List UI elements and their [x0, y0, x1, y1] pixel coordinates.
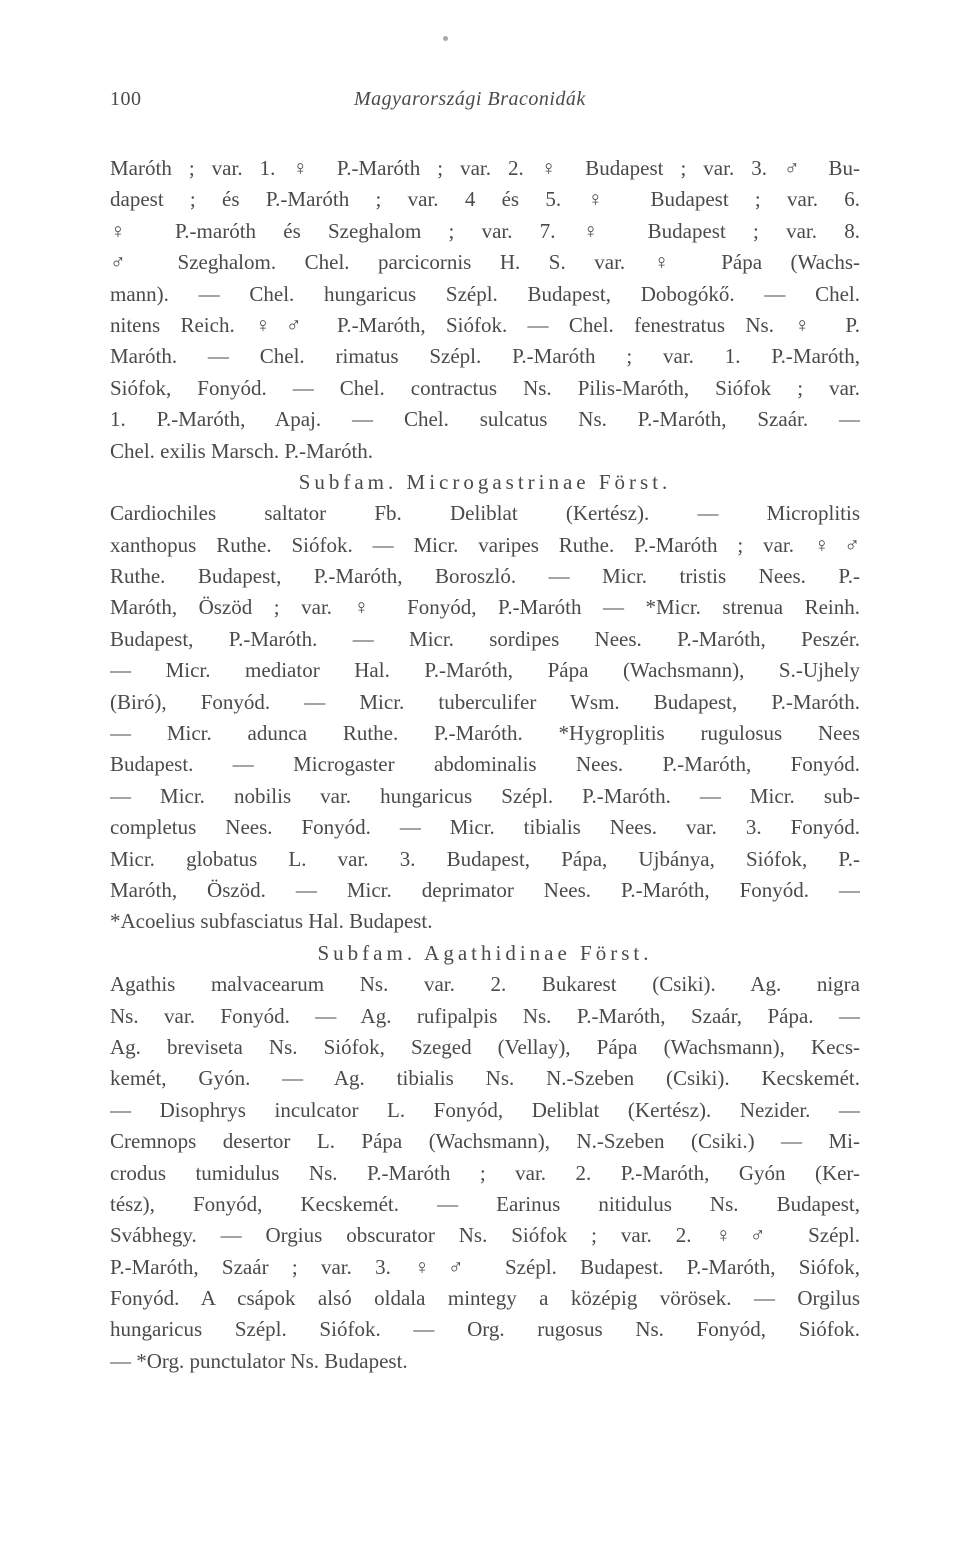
text-line: Budapest, P.-Maróth. — Micr. sordipes Nees. P.-Maróth, Peszér.	[110, 626, 860, 651]
text-line: Svábhegy. — Orgius obscurator Ns. Siófok ; var. 2. ♀♂ Szépl.	[110, 1223, 860, 1248]
text-line: — Micr. mediator Hal. P.-Maróth, Pápa (Wachsmann), S.-Ujhely	[110, 658, 860, 683]
text-line: P.-Maróth, Szaár ; var. 3. ♀♂ Szépl. Budapest. P.-Maróth, Siófok,	[110, 1254, 860, 1279]
text-line: Maróth, Öszöd ; var. ♀ Fonyód, P.-Maróth — *Micr. strenua Reinh.	[110, 595, 860, 620]
text-line: — Micr. nobilis var. hungaricus Szépl. P.-Maróth. — Micr. sub-	[110, 783, 860, 808]
text-line: Ns. var. Fonyód. — Ag. rufipalpis Ns. P.-Maróth, Szaár, Pápa. —	[110, 1003, 860, 1028]
text-line: Maróth. — Chel. rimatus Szépl. P.-Maróth ; var. 1. P.-Maróth,	[110, 344, 860, 369]
text-line: dapest ; és P.-Maróth ; var. 4 és 5. ♀ Budapest ; var. 6.	[110, 187, 860, 212]
text-line: crodus tumidulus Ns. P.-Maróth ; var. 2. P.-Maróth, Gyón (Ker-	[110, 1160, 860, 1185]
text-line: completus Nees. Fonyód. — Micr. tibialis Nees. var. 3. Fonyód.	[110, 815, 860, 840]
text-line: kemét, Gyón. — Ag. tibialis Ns. N.-Szeben (Csiki). Kecskemét.	[110, 1066, 860, 1091]
journal-title: Magyarországi Braconidák	[354, 88, 586, 110]
text-line: tész), Fonyód, Kecskemét. — Earinus nitidulus Ns. Budapest,	[110, 1191, 860, 1216]
text-line: Micr. globatus L. var. 3. Budapest, Pápa, Ujbánya, Siófok, P.-	[110, 846, 860, 871]
text-line: nitens Reich. ♀♂ P.-Maróth, Siófok. — Chel. fenestratus Ns. ♀ P.	[110, 312, 860, 337]
text-line: Maróth ; var. 1. ♀ P.-Maróth ; var. 2. ♀ Budapest ; var. 3. ♂ Bu-	[110, 156, 860, 180]
text-line: ♀ P.-maróth és Szeghalom ; var. 7. ♀ Budapest ; var. 8.	[110, 218, 860, 243]
text-line: Fonyód. A csápok alsó oldala mintegy a középig vörösek. — Orgilus	[110, 1286, 860, 1311]
text-line: ♂ Szeghalom. Chel. parcicornis H. S. var. ♀ Pápa (Wachs-	[110, 250, 860, 275]
text-line: Ag. breviseta Ns. Siófok, Szeged (Vellay), Pápa (Wachsmann), Kecs-	[110, 1034, 860, 1059]
text-line: 1. P.-Maróth, Apaj. — Chel. sulcatus Ns. P.-Maróth, Szaár. —	[110, 407, 860, 432]
text-line: Maróth, Öszöd. — Micr. deprimator Nees. P.-Maróth, Fonyód. —	[110, 877, 860, 902]
text-line: mann). — Chel. hungaricus Szépl. Budapest, Dobogókő. — Chel.	[110, 281, 860, 306]
page-number: 100	[110, 88, 142, 110]
text-line: hungaricus Szépl. Siófok. — Org. rugosus Ns. Fonyód, Siófok.	[110, 1317, 860, 1342]
text-line: Budapest. — Microgaster abdominalis Nees. P.-Maróth, Fonyód.	[110, 752, 860, 777]
body-text	[110, 153, 860, 1377]
text-line: Chel. exilis Marsch. P.-Maróth.	[110, 438, 374, 463]
text-line: Cremnops desertor L. Pápa (Wachsmann), N.-Szeben (Csiki.) — Mi-	[110, 1129, 860, 1154]
text-line: — *Org. punctulator Ns. Budapest.	[110, 1348, 408, 1373]
scan-speck	[443, 36, 448, 41]
text-line: (Biró), Fonyód. — Micr. tuberculifer Wsm. Budapest, P.-Maróth.	[110, 689, 860, 714]
section-heading-microgastrinae: Subfam. Microgastrinae Först.	[298, 469, 672, 494]
text-line: xanthopus Ruthe. Siófok. — Micr. varipes Ruthe. P.-Maróth ; var. ♀♂	[110, 532, 860, 557]
text-line: — Disophrys inculcator L. Fonyód, Deliblat (Kertész). Nezider. —	[110, 1097, 860, 1122]
text-line: Siófok, Fonyód. — Chel. contractus Ns. Pilis-Maróth, Siófok ; var.	[110, 375, 860, 400]
text-line: Agathis malvacearum Ns. var. 2. Bukarest (Csiki). Ag. nigra	[110, 972, 860, 997]
text-line: *Acoelius subfasciatus Hal. Budapest.	[110, 909, 433, 934]
section-heading-agathidinae: Subfam. Agathidinae Först.	[317, 940, 653, 965]
text-line: Ruthe. Budapest, P.-Maróth, Boroszló. — Micr. tristis Nees. P.-	[110, 564, 860, 589]
text-line: Cardiochiles saltator Fb. Deliblat (Kertész). — Microplitis	[110, 501, 860, 526]
text-line: — Micr. adunca Ruthe. P.-Maróth. *Hygroplitis rugulosus Nees	[110, 721, 860, 746]
running-head	[110, 88, 860, 118]
